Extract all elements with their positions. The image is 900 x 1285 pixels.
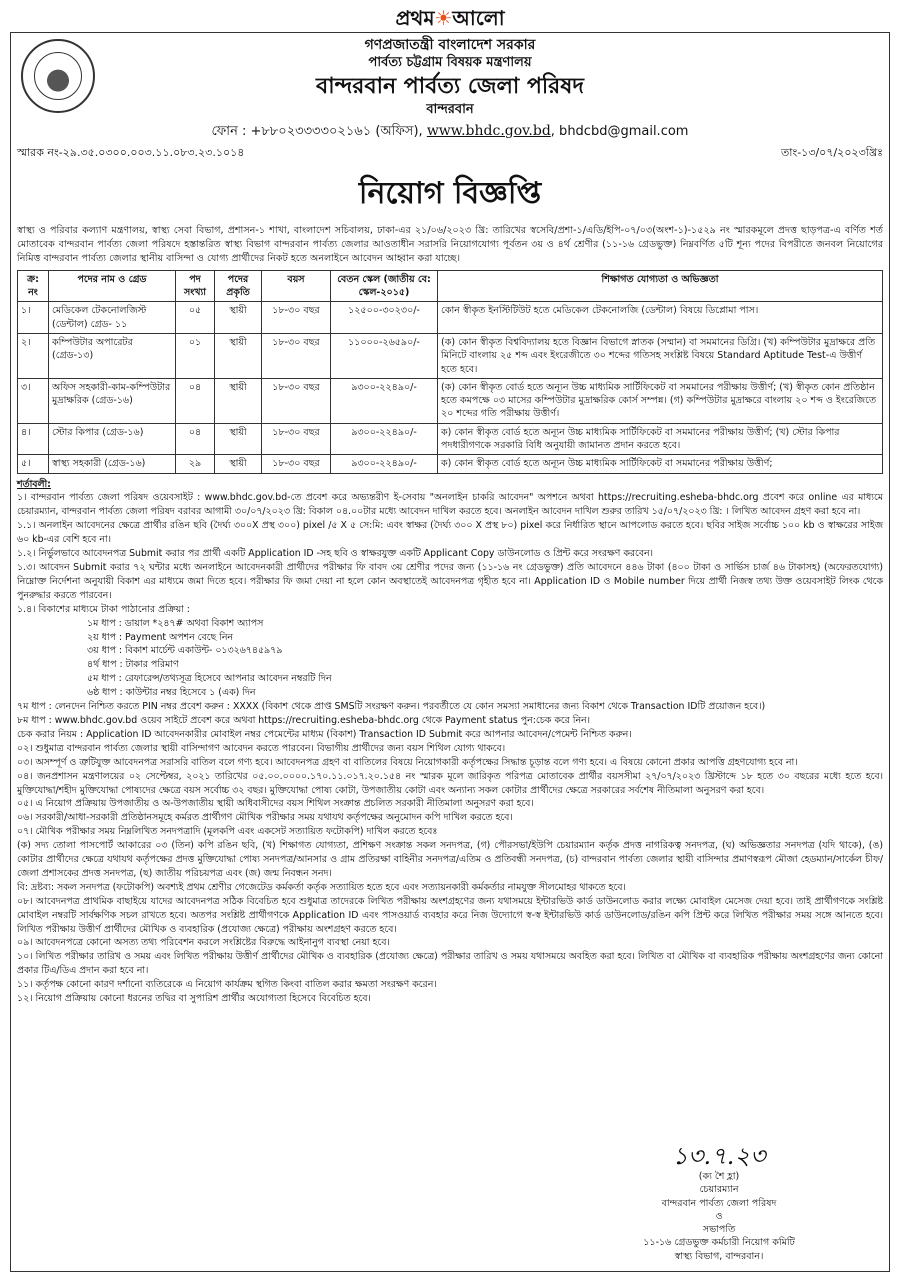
term-item: ৮ম ধাপ : www.bhdc.gov.bd ওয়েব সাইটে প্রবেশ করে অথবা https://recruiting.esheba-bhdc.org থেকে Payment status পুন:চেক করে নিন। — [17, 714, 591, 726]
sun-icon: ☀ — [434, 6, 453, 30]
council-name: বান্দরবান পার্বত্য জেলা পরিষদ — [316, 73, 584, 99]
contact-line: ফোন : +৮৮০২৩৩৩৩০২১৬১ (অফিস), www.bhdc.gov.bd, bhdcbd@gmail.com — [211, 122, 689, 139]
notice-title: নিয়োগ বিজ্ঞপ্তি — [358, 176, 542, 211]
term-item: ০৮। আবেদনপত্র প্রাথমিক বাছাইয়ে যাদের আবেদনপত্র সঠিক বিবেচিত হবে শুধুমাত্র তাদেরকে লিখিত পরীক্ষায় অংশগ্রহণের জন্য যথাসময়ে ইন্টারভিউ কার্ড ডাউনলোড করার লক্ষ্যে মোবাইল মেসেজ দেয়া হবে। তাই প্রার্থীগণকে সংশ্লিষ্ট মোবাইল নম্বরটি সার্বক্ষণিক সচল রাখতে হবে। অতপর সংশ্লিষ্ট প্রার্থীগণকে Application ID এবং পাসওয়ার্ড ব্যবহার করে নিজ উদ্যোগে স্ব-স্ব ইন্টারভিউ কার্ড ডাউনলোড/রঙিন কপি প্রিন্ট করে লিখিত পরীক্ষার সময় সঙ্গে আনতে হবে। লিখিত পরীক্ষায় উত্তীর্ণ প্রার্থীদের মৌখিক ও ব্যবহারিক (প্রযোজ্য ক্ষেত্রে) পরীক্ষায় অংশগ্রহণ করতে হবে। — [17, 895, 883, 935]
location: বান্দরবান — [426, 102, 474, 118]
term-item: ১০। লিখিত পরীক্ষার তারিখ ও সময় এবং লিখিত পরীক্ষায় উত্তীর্ণ প্রার্থীদের মৌখিক ও ব্যবহারিক (প্রযোজ্য ক্ষেত্রে) পরীক্ষার তারিখ ও সময় যথাসময়ে অবহিত করা হবে। লিখিত বা মৌখিক বা ব্যবহারিক পরীক্ষায় অংশগ্রহণের জন্য কোনো প্রকার টিএ/ডিএ প্রদান করা হবে না। — [17, 951, 883, 977]
term-item: ০৯। আবেদনপত্রে কোনো অসত্য তথ্য পরিবেশন করলে সংশ্লিষ্টের বিরুদ্ধে আইনানুগ ব্যবস্থা নেয়া হবে। — [17, 937, 390, 949]
posts-table — [17, 270, 883, 474]
term-item: ৭ম ধাপ : লেনদেন নিশ্চিত করতে PIN নম্বর প্রবেশ করুন : XXXX (বিকাশ থেকে প্রাপ্ত SMSটি সংরক্ষণ করুন। পরবর্তীতে যে কোন সমস্যা সমাধানের জন্য বিকাশ থেকে Transaction IDটি প্রয়োজন হবে।) — [17, 701, 766, 713]
term-item: ১.৪। বিকাশের মাধ্যমে টাকা পাঠানোর প্রক্রিয়া : — [17, 603, 190, 615]
ministry-name: পার্বত্য চট্টগ্রাম বিষয়ক মন্ত্রণালয় — [368, 54, 532, 70]
step-item: ৩য় ধাপ : বিকাশ মার্চেন্ট একাউন্ট- ০১৩২৬৭৪৫৯৭৯ — [87, 645, 283, 657]
term-item: ০৩। অসম্পূর্ণ ও ত্রুটিযুক্ত আবেদনপত্র সরাসরি বাতিল বলে গণ্য হবে। আবেদনপত্র গ্রহণ বা বাতিলের বিষয়ে নিয়োগকারী কর্তৃপক্ষের সিদ্ধান্ত চূড়ান্ত বলে গণ্য হবে। এ বিষয়ে কোনো প্রকার আপত্তি গ্রহণযোগ্য হবে না। — [17, 756, 798, 768]
term-item: ০৬। সরকারী/আধা-সরকারী প্রতিষ্ঠানসমূহে কর্মরত প্রার্থীগণ মৌখিক পরীক্ষার সময় যথাযথ কর্তৃপক্ষের অনুমোদন কপি দাখিল করতে হবে। — [17, 812, 513, 824]
step-item: ৪র্থ ধাপ : টাকার পরিমাণ — [87, 659, 179, 671]
ref-number: স্মারক নং-২৯.৩৫.০৩০০.০০৩.১১.০৮৩.২৩.১০১৪ — [17, 146, 245, 159]
table-row: ১। মেডিকেল টেকনোলজিস্ট (ডেন্টাল) গ্রেড- ১১ ০৫ স্থায়ী ১৮-৩০ বছর ১২৫০০-৩০২৩০/- কোন স্বীকৃত ইনস্টিটিউট হতে মেডিকেল টেকনোলজি (ডেন্টাল) বিষয়ে ডিপ্লোমা পাস। — [18, 302, 883, 334]
signature-date: ১৩.৭.২৩ — [672, 1141, 766, 1170]
term-item: ১১। কর্তৃপক্ষ কোনো কারণ দর্শানো ব্যতিরেকে এ নিয়োগ কার্যক্রম স্থগিত কিংবা বাতিল করার ক্ষমতা সংরক্ষণ করেন। — [17, 979, 437, 991]
signatory-name: (ক্য শৈ হ্লা) — [698, 1170, 740, 1182]
table-header-row: ক্র: নং পদের নাম ও গ্রেড পদ সংখ্যা পদের প্রকৃতি বয়স বেতন স্কেল (জাতীয় বে: স্কেল-২০১৫) শিক্ষাগত যোগ্যতা ও অভিজ্ঞতা — [18, 270, 883, 302]
page — [10, 0, 890, 1272]
bkash-steps — [87, 617, 883, 700]
term-item: ০৪। জনপ্রশাসন মন্ত্রণালয়ের ০২ সেপ্টেম্বর, ২০২১ তারিখের ০৫.০০.০০০০.১৭০.১১.০১৭.২০.১৫৪ নং স্মারক মূলে জারিকৃত পরিপত্র মোতাবেক প্রার্থীর বয়সসীমা ২৭/০৭/২০২৩ খ্রিস্টাব্দে ১৮ হতে ৩০ বছরের মধ্যে হতে হবে। মুক্তিযোদ্ধা/শহীদ মুক্তিযোদ্ধা পোষ্যদের ক্ষেত্রে বয়স সর্বোচ্চ ৩২ বছর। মুক্তিযোদ্ধা পোষ্য কোটা, উপজাতীয় কোটা এবং অন্যান্য সকল কোটার প্রার্থীদের ক্ষেত্রে সরকারের সর্বশেষ নীতিমালা অনুসরণ করা হবে। — [17, 770, 883, 796]
website-link[interactable]: www.bhdc.gov.bd — [426, 122, 551, 139]
table-row: ৪। স্টোর কিপার (গ্রেড-১৬) ০৪ স্থায়ী ১৮-৩০ বছর ৯৩০০-২২৪৯০/- ক) কোন স্বীকৃত বোর্ড হতে অন্যূন উচ্চ মাধ্যমিক সার্টিফিকেট বা সমমানের পরীক্ষায় উত্তীর্ণ; (খ) স্টোর কিপার পদধারীগণকে সরকারি বিধি অনুযায়ী জামানত প্রদান করতে হবে। — [18, 423, 883, 455]
term-item: ০৫। এ নিয়োগ প্রক্রিয়ায় উপজাতীয় ও অ-উপজাতীয় স্থায়ী অধিবাসীদের বয়স শিথিল সংক্রান্ত প্রচলিত সরকারী নীতিমালা অনুসরণ করা হবে। — [17, 798, 534, 810]
term-item: ১। বান্দরবান পার্বত্য জেলা পরিষদ ওয়েবসাইট : www.bhdc.gov.bd-তে প্রবেশ করে অভ্যন্তরীণ ই-সেবায় "অনলাইন চাকরি আবেদন" অপশনে অথবা https://recruiting.esheba-bhdc.org প্রবেশ করে online এর মাধ্যমে চেয়ারম্যান, বান্দরবান পার্বত্য জেলা পরিষদ বরাবর আগামী ৩০/০৭/২০২৩ খ্রি: বিকাল ০৪.০০টার মধ্যে আবেদন দাখিল করতে হবে। অনলাইন আবেদন দাখিল শুরুর তারিখ ১৫/০৭/২০২৩ খ্রি: । লিখিত আবেদন গ্রহণ করা হবে না। — [17, 492, 883, 518]
term-item: ০৭। মৌখিক পরীক্ষার সময় নিম্নলিখিত সনদপত্রাদি (মূলকপি এবং একসেট সত্যায়িত ফটোকপি) দাখিল করতে হবেঃ — [17, 826, 438, 838]
table-row: ৫। স্বাস্থ্য সহকারী (গ্রেড-১৬) ২৯ স্থায়ী ১৮-৩০ বছর ৯৩০০-২২৪৯০/- ক) কোন স্বীকৃত বোর্ড হতে অন্যূন উচ্চ মাধ্যমিক সার্টিফিকেট বা সমমানের পরীক্ষায় উত্তীর্ণ; — [18, 455, 883, 473]
council-seal-icon — [21, 39, 95, 113]
step-item: ২য় ধাপ : Payment অপশন বেছে নিন — [87, 631, 234, 643]
govt-name: গণপ্রজাতন্ত্রী বাংলাদেশ সরকার — [364, 37, 536, 53]
newspaper-logo: প্রথম☀আলো — [395, 6, 505, 30]
term-item: চেক করার নিয়ম : Application ID আবেদনকারীর মোবাইল নম্বর পেমেন্টের মাধ্যম (বিকাশ) Transaction ID Submit করে আপনার আবেদন/পেমেন্ট নিশ্চিত করুন। — [17, 728, 632, 740]
signature-block: ১৩.৭.২৩ (ক্য শৈ হ্লা) চেয়ারম্যান বান্দরবান পার্বত্য জেলা পরিষদ ও সভাপতি ১১-১৬ গ্রেডভুক্ত কর্মচারী নিয়োগ কমিটি স্বাস্থ্য বিভাগ, বান্দরবান। — [609, 1140, 829, 1263]
term-item: ০২। শুধুমাত্র বান্দরবান পার্বত্য জেলার স্থায়ী বাসিন্দাগণ আবেদন করতে পারবেন। বিভাগীয় প্রার্থীদের জন্য বয়স শিথিল যোগ্য থাকবে। — [17, 742, 506, 754]
header — [17, 37, 883, 140]
term-item: ১.২। নির্ভুলভাবে আবেদনপত্র Submit করার পর প্রার্থী একটি Application ID -সহ ছবি ও স্বাক্ষরযুক্ত একটি Applicant Copy ডাউনলোড ও প্রিন্ট করে সংরক্ষণ করবেন। — [17, 548, 653, 560]
reference-row — [17, 144, 883, 163]
intro-paragraph: স্বাস্থ্য ও পরিবার কল্যাণ মন্ত্রণালয়, স্বাস্থ্য সেবা বিভাগ, প্রশাসন-১ শাখা, বাংলাদেশ সচিবালয়, ঢাকা-এর ২১/০৬/২০২৩ খ্রি: তারিখের স্বসেবি/প্রশা-১/এডি/ইপি-০৭/০৩(অংশ-১)-১৫২৯ নং স্মারকমূলে প্রদত্ত ছাড়পত্র-এ বর্ণিত শর্ত মোতাবেক বান্দরবান পার্বত্য জেলা পরিষদে হস্তান্তরিত স্বাস্থ্য বিভাগ বান্দরবান পার্বত্য জেলার আওতাধীন সরাসরি নিয়োগযোগ্য পূর্বতন ৩য় ও ৪র্থ শ্রেণীর (১১-১৬ গ্রেডভুক্ত) নিম্নবর্ণিত ৫টি শূন্য পদের বিপরীতে জনবল নিয়োগের নিমিত্ত বান্দরবান পার্বত্য জেলার স্থানীয় বাসিন্দা ও যোগ্য প্রার্থীদের নিকট হতে অনলাইনে আবেদন আহ্বান করা যাচ্ছে। — [17, 225, 883, 264]
step-item: ৫ম ধাপ : রেফারেন্স/তথ্যসূত্র হিসেবে আপনার আবেদন নম্বরটি দিন — [87, 673, 332, 685]
step-item: ১ম ধাপ : ডায়াল *২৪৭# অথবা বিকাশ অ্যাপস — [87, 617, 264, 629]
term-item: ১.১। অনলাইন আবেদনের ক্ষেত্রে প্রার্থীর রঙিন ছবি (দৈর্ঘ্য ৩০০X প্রস্থ ৩০০) pixel /৫ X ৫ সে:মি: এবং স্বাক্ষর (দৈর্ঘ্য ৩০০ X প্রস্থ ৮০) pixel করে নির্ধারিত স্থানে আপলোড করতে হবে। ছবির সাইজ সর্বোচ্চ ১০০ kb ও স্বাক্ষরের সাইজ ৬০ kb-এর বেশি হবে না। — [17, 520, 883, 546]
terms-section — [17, 478, 883, 1006]
email: , bhdcbd@gmail.com — [550, 123, 689, 139]
table-row: ৩। অফিস সহকারী-কাম-কম্পিউটার মুদ্রাক্ষরিক (গ্রেড-১৬) ০৪ স্থায়ী ১৮-৩০ বছর ৯৩০০-২২৪৯০/- (ক) কোন স্বীকৃত বোর্ড হতে অন্যূন উচ্চ মাধ্যমিক সার্টিফিকেট বা সমমানের পরীক্ষায় উত্তীর্ণ; (খ) স্বীকৃত কোন প্রতিষ্ঠান হতে কমপক্ষে ০৩ মাসের কম্পিউটার মুদ্রাক্ষরিক কোর্স সম্পন্ন। (গ) কম্পিউটার মুদ্রাক্ষরে বাংলায় ২০ শব্দ ও ইংরেজিতে ২০ শব্দের গতি পরীক্ষায় উত্তীর্ণ। — [18, 378, 883, 423]
term-item: বি: দ্রষ্টব্য: সকল সনদপত্র (ফটোকপি) অবশ্যই প্রথম শ্রেণীর গেজেটেড কর্মকর্তা কর্তৃক সত্যায়িত হতে হবে এবং সত্যায়নকারী কর্মকর্তার নামযুক্ত সীলমোহর থাকতে হবে। — [17, 881, 626, 893]
notice-box — [10, 32, 890, 1272]
step-item: ৬ষ্ঠ ধাপ : কাউন্টার নম্বর হিসেবে ১ (এক) দিন — [87, 687, 256, 699]
term-item: ১.৩। আবেদন Submit করার ৭২ ঘন্টার মধ্যে অনলাইনে আবেদনকারী প্রার্থীদের পরীক্ষার ফি বাবদ ৩য় শ্রেণীর পদের জন্য (১১-১৬ নং গ্রেডভুক্ত) প্রতি আবেদনে ৪৪৬ টাকা (৪০০ টাকা ও সার্ভিস চার্জ ৪৬ টাকাসহ) (অফেরতযোগ্য) নিম্নোক্ত নির্দেশনা অনুযায়ী বিকাশ এর মাধ্যমে জমা দিতে হবে। পরীক্ষার ফি জমা দেয়া না হলে কোন অবস্থাতেই আবেদনপত্র গৃহীত হবে না। Application ID ও Mobile number দিয়ে প্রার্থী নিজস্ব তথ্য উক্ত ওয়েবসাইট লিংক থেকে পুনরুদ্ধার করতে পারবেন। — [17, 562, 883, 601]
notice-date: তাং-১৩/০৭/২০২৩খ্রিঃ — [781, 146, 883, 159]
term-item: ১২। নিয়োগ প্রক্রিয়ায় কোনো ধরনের তদ্বির বা সুপারিশ প্রার্থীর অযোগ্যতা হিসেবে বিবেচিত হবে। — [17, 993, 371, 1005]
term-item: (ক) সদ্য তোলা পাসপোর্ট আকারের ০৩ (তিন) কপি রঙিন ছবি, (খ) শিক্ষাগত যোগ্যতা, প্রশিক্ষণ সংক্রান্ত সকল সনদপত্র, (গ) পৌরসভা/ইউপি চেয়ারম্যান কর্তৃক প্রদত্ত নাগরিকত্ব সনদপত্র, (ঘ) অভিজ্ঞতার সনদপত্র (যদি থাকে), (ঙ) কোটার প্রার্থীদের ক্ষেত্রে যথাযথ কর্তৃপক্ষের প্রদত্ত মুক্তিযোদ্ধা পোষ্য সনদপত্র/আনসার ও গ্রাম প্রতিরক্ষা বাহিনীর সনদপত্র/এতিম ও প্রতিবন্ধী সনদপত্র, (চ) বান্দরবান পার্বত্য জেলার স্থায়ী বাসিন্দার প্রমাণস্বরূপ মৌজা হেডম্যান/সার্কেল চীফ/জেলা প্রশাসকের প্রদত্ত সনদপত্র, (ছ) জাতীয় পরিচয়পত্র এবং (জ) জন্ম নিবন্ধন সনদ। — [17, 840, 883, 879]
terms-heading: শর্তাবলী: — [17, 478, 51, 490]
table-row: ২। কম্পিউটার অপারেটর (গ্রেড-১৩) ০১ স্থায়ী ১৮-৩০ বছর ১১০০০-২৬৫৯০/- (ক) কোন স্বীকৃত বিশ্ববিদ্যালয় হতে বিজ্ঞান বিভাগে স্নাতক (সম্মান) বা সমমানের ডিগ্রি। (খ) কম্পিউটার মুদ্রাক্ষরে প্রতি মিনিটে বাংলায় ২৫ শব্দ এবং ইংরেজীতে ৩০ শব্দের গতিসহ সংশ্লিষ্ট বিষয়ে Standard Aptitude Test-এ উত্তীর্ণ হতে হবে। — [18, 333, 883, 378]
